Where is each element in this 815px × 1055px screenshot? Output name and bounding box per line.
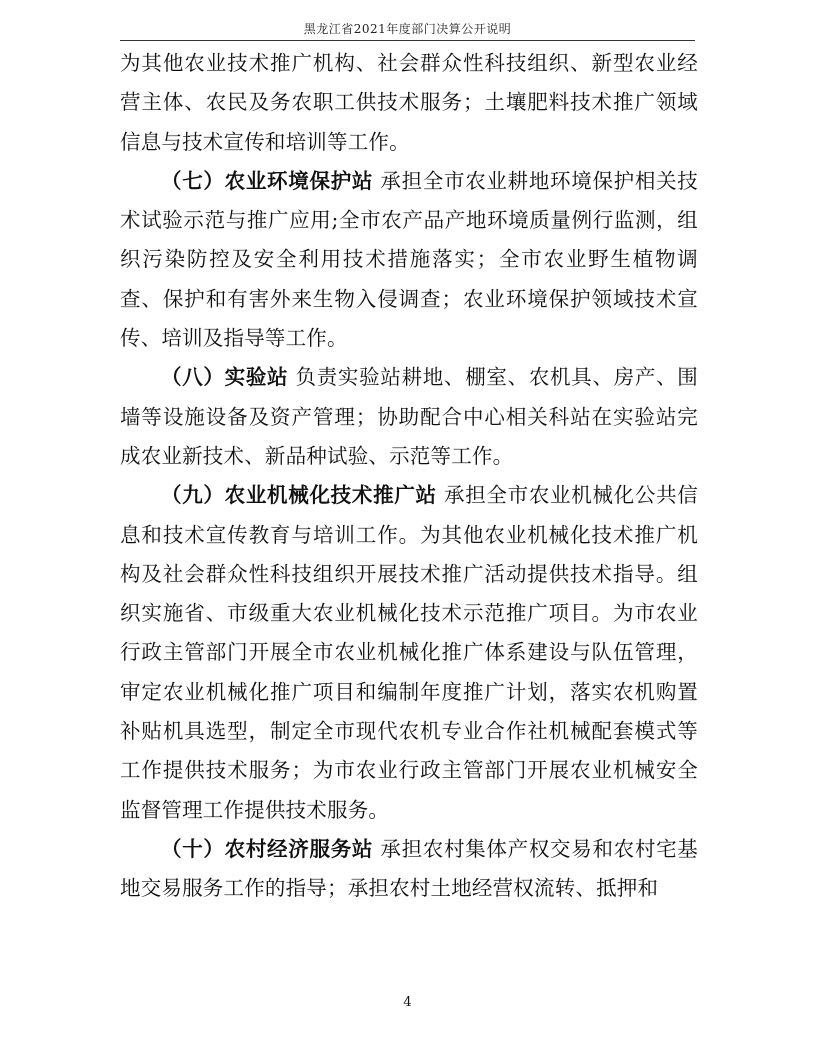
section-heading: （十）农村经济服务站 xyxy=(161,836,374,861)
paragraph-rural-economy-station xyxy=(120,830,698,909)
header-rule xyxy=(120,40,695,41)
section-heading: （八）实验站 xyxy=(161,365,289,390)
paragraph-experiment-station xyxy=(120,358,698,476)
section-heading: （七）农业环境保护站 xyxy=(161,168,374,193)
body-text xyxy=(120,44,698,909)
paragraph-text: 承担全市农业耕地环境保护相关技术试验示范与推广应用;全市农产品产地环境质量例行监测，组织污染防控及安全利用技术措施落实；全市农业野生植物调查、保护和有害外来生物入侵调查；农业环境保护领域技术宣传、培训及指导等工作。 xyxy=(120,168,699,351)
paragraph-agri-environment-station xyxy=(120,162,698,358)
section-heading: （九）农业机械化技术推广站 xyxy=(161,483,437,508)
running-header: 黑龙江省2021年度部门决算公开说明 xyxy=(303,22,512,36)
paragraph-mechanization-station xyxy=(120,476,698,830)
paragraph-text: 为其他农业技术推广机构、社会群众性科技组织、新型农业经营主体、农民及务农职工供技术服务；土壤肥料技术推广领域信息与技术宣传和培训等工作。 xyxy=(120,51,698,154)
page-number: 4 xyxy=(403,995,412,1010)
paragraph-text: 承担全市农业机械化公共信息和技术宣传教育与培训工作。为其他农业机械化技术推广机构及社会群众性科技组织开展技术推广活动提供技术指导。组织实施省、市级重大农业机械化技术示范推广项目。为市农业行政主管部门开展全市农业机械化推广体系建设与队伍管理，审定农业机械化推广项目和编制年度推广计划，落实农机购置补贴机具选型，制定全市现代农机专业合作社机械配套模式等工作提供技术服务；为市农业行政主管部门开展农业机械安全监督管理工作提供技术服务。 xyxy=(120,483,698,822)
paragraph-continued xyxy=(120,44,698,162)
paragraph-text: 承担农村集体产权交易和农村宅基地交易服务工作的指导；承担农村土地经营权流转、抵押和 xyxy=(120,836,699,901)
paragraph-text: 负责实验站耕地、棚室、农机具、房产、围墙等设施设备及资产管理；协助配合中心相关科站在实验站完成农业新技术、新品种试验、示范等工作。 xyxy=(120,365,699,468)
